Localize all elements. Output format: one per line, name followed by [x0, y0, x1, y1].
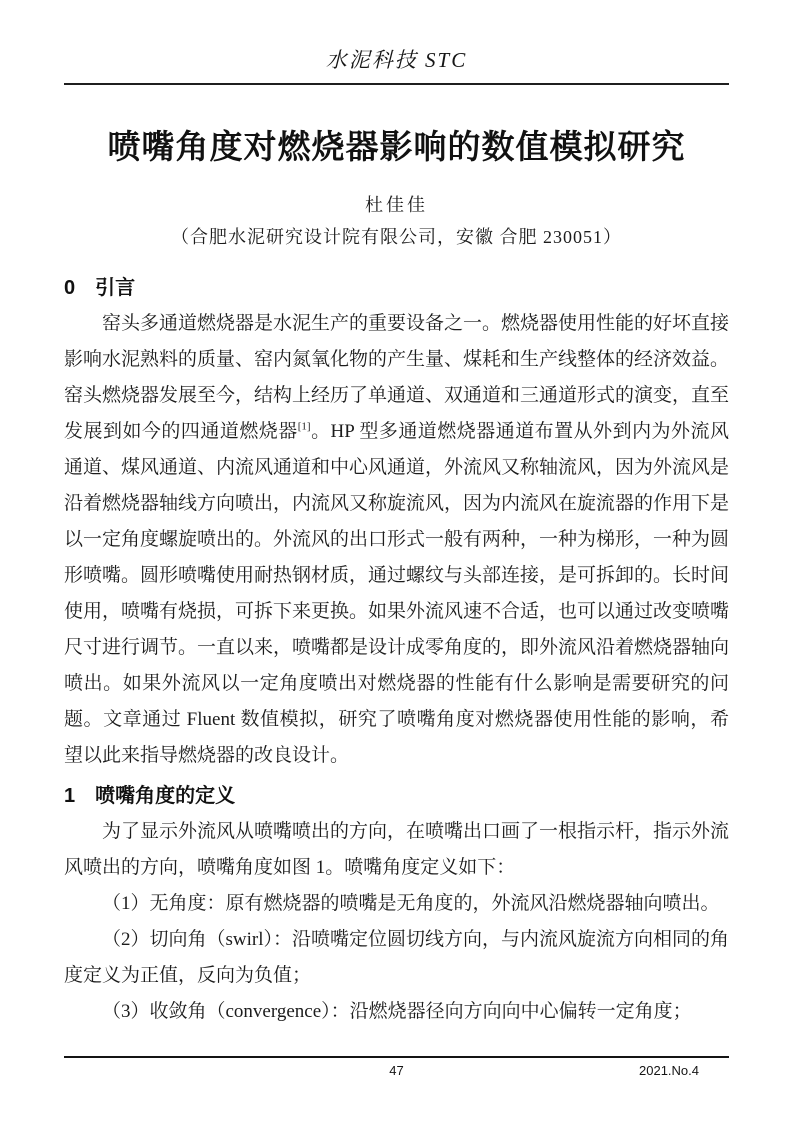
- journal-name: 水泥科技 STC: [325, 48, 468, 72]
- reference-marker-1: [1]: [297, 420, 311, 433]
- introduction-text-after-reference: 。HP 型多通道燃烧器通道布置从外到内为外流风通道、煤风通道、内流风通道和中心风通道，外流风又称轴流风，因为外流风是沿着燃烧器轴线方向喷出，内流风又称旋流风，因为内流风在旋流器的作用下是以一定角度螺旋喷出的。外流风的出口形式一般有两种，一种为梯形，一种为圆形喷嘴。圆形喷嘴使用耐热钢材质，通过螺纹与头部连接，是可拆卸的。长时间使用，喷嘴有烧损，可拆下来更换。如果外流风速不合适，也可以通过改变喷嘴尺寸进行调节。一直以来，喷嘴都是设计成零角度的，即外流风沿着燃烧器轴向喷出。如果外流风以一定角度喷出对燃烧器的性能有什么影响是需要研究的问题。文章通过 Fluent 数值模拟，研究了喷嘴角度对燃烧器使用性能的影响，希望以此来指导燃烧器的改良设计。: [64, 421, 730, 766]
- footer-rule: [64, 1056, 729, 1058]
- author-name: 杜佳佳: [365, 195, 428, 215]
- definition-intro-paragraph: 为了显示外流风从喷嘴喷出的方向，在喷嘴出口画了一根指示杆，指示外流风喷出的方向，喷嘴角度如图 1。喷嘴角度定义如下：: [64, 821, 730, 878]
- definition-item-convergence-angle: （3）收敛角（convergence）：沿燃烧器径向方向向中心偏转一定角度；: [102, 1001, 692, 1022]
- article-title: 喷嘴角度对燃烧器影响的数值模拟研究: [107, 128, 686, 165]
- section-heading-introduction: 0 引言: [64, 277, 136, 299]
- header-rule: [64, 83, 729, 85]
- footer-row: [64, 1060, 729, 1082]
- introduction-paragraph: [64, 306, 729, 774]
- section-heading-nozzle-angle-definition: 1 喷嘴角度的定义: [64, 785, 236, 807]
- page-number: 47: [389, 1063, 404, 1078]
- page-footer: [64, 1056, 729, 1082]
- introduction-text-before-reference: 窑头多通道燃烧器是水泥生产的重要设备之一。燃烧器使用性能的好坏直接影响水泥熟料的质量、窑内氮氧化物的产生量、煤耗和生产线整体的经济效益。窑头燃烧器发展至今，结构上经历了单通道、双通道和三通道形式的演变，直至发展到如今的四通道燃烧器: [64, 313, 730, 442]
- definition-item-no-angle: （1）无角度：原有燃烧器的喷嘴是无角度的，外流风沿燃烧器轴向喷出。: [102, 893, 720, 914]
- author-affiliation: （合肥水泥研究设计院有限公司，安徽 合肥 230051）: [171, 227, 622, 247]
- definition-item-swirl-angle: （2）切向角（swirl）：沿喷嘴定位圆切线方向，与内流风旋流方向相同的角度定义为正值，反向为负值；: [64, 929, 730, 986]
- issue-number: 2021.No.4: [639, 1063, 699, 1078]
